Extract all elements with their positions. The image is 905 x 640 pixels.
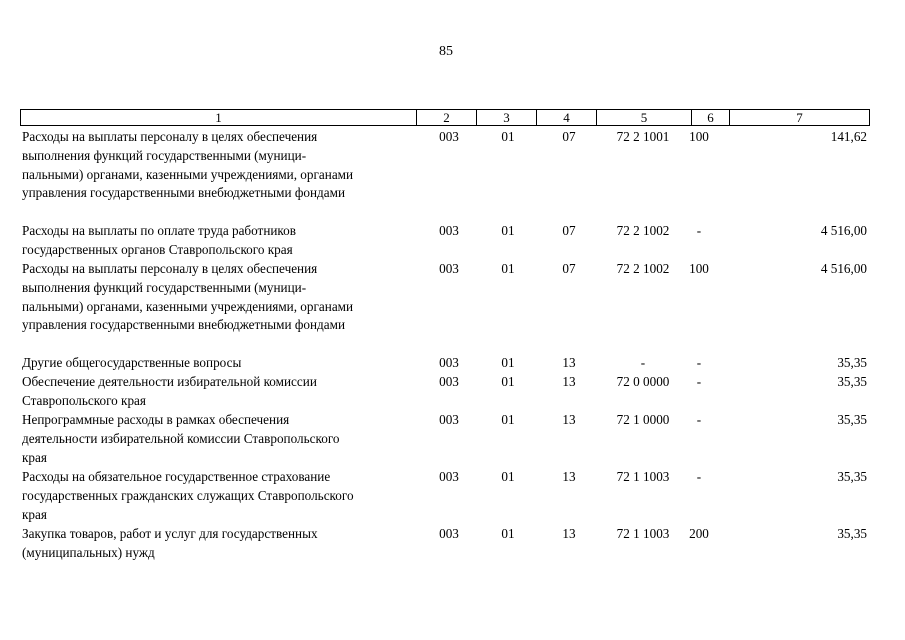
header-col-4: 4 — [536, 110, 596, 125]
row-code-2: 003 — [439, 261, 459, 276]
table-row — [20, 411, 870, 468]
row-code-5: 72 0 0000 — [616, 374, 670, 389]
row-code-2: 003 — [439, 223, 459, 238]
row-code-4: 13 — [562, 526, 576, 541]
header-col-1: 1 — [215, 110, 222, 125]
table-row — [20, 525, 870, 563]
row-code-5: 72 1 1003 — [616, 469, 670, 484]
row-code-5: 72 2 1001 — [616, 129, 670, 144]
row-description: Расходы на выплаты персоналу в целях обеспечения выполнения функций государственными (муници- пальными) органами, казенными учреждениями, органами управления государственными внебюджетными фондами — [22, 129, 354, 201]
row-code-6: - — [696, 355, 702, 370]
row-code-3: 01 — [501, 129, 515, 144]
row-description: Расходы на выплаты персоналу в целях обеспечения выполнения функций государственными (муници- пальными) органами, казенными учреждениями, органами управления государственными внебюджетными фондами — [22, 261, 354, 333]
row-code-3: 01 — [501, 355, 515, 370]
table-row — [20, 468, 870, 525]
table-body — [20, 128, 870, 563]
row-code-5: 72 2 1002 — [616, 261, 670, 276]
row-code-5: 72 1 0000 — [616, 412, 670, 427]
row-code-2: 003 — [439, 469, 459, 484]
row-code-4: 13 — [562, 355, 576, 370]
row-amount: 35,35 — [837, 374, 867, 389]
row-amount: 4 516,00 — [820, 261, 867, 276]
row-code-6: 100 — [689, 261, 709, 276]
row-amount: 141,62 — [830, 129, 867, 144]
header-col-3: 3 — [476, 110, 536, 125]
table-header — [20, 109, 870, 126]
row-code-3: 01 — [501, 261, 515, 276]
row-amount: 35,35 — [837, 526, 867, 541]
row-code-4: 13 — [562, 412, 576, 427]
row-code-3: 01 — [501, 374, 515, 389]
header-col-6: 6 — [691, 110, 729, 125]
row-code-2: 003 — [439, 355, 459, 370]
row-description: Другие общегосударственные вопросы — [22, 355, 242, 370]
header-col-2: 2 — [416, 110, 476, 125]
row-description: Обеспечение деятельности избирательной комиссии Ставропольского края — [22, 374, 317, 408]
row-description: Закупка товаров, работ и услуг для государственных (муниципальных) нужд — [22, 526, 318, 560]
row-amount: 35,35 — [837, 469, 867, 484]
header-col-5: 5 — [596, 110, 691, 125]
page-number: 85 — [439, 44, 453, 59]
table-row — [20, 260, 870, 354]
row-code-6: - — [696, 223, 702, 238]
row-code-2: 003 — [439, 374, 459, 389]
table-row — [20, 222, 870, 260]
header-col-7: 7 — [729, 110, 869, 125]
row-code-4: 13 — [562, 469, 576, 484]
row-code-2: 003 — [439, 526, 459, 541]
row-code-5: 72 2 1002 — [616, 223, 670, 238]
row-description: Расходы на выплаты по оплате труда работников государственных органов Ставропольского края — [22, 223, 296, 257]
row-description: Непрограммные расходы в рамках обеспечения деятельности избирательной комиссии Ставропольского края — [22, 412, 340, 465]
row-code-4: 07 — [562, 261, 576, 276]
table-row — [20, 354, 870, 373]
row-code-3: 01 — [501, 469, 515, 484]
table-row — [20, 128, 870, 222]
row-code-3: 01 — [501, 223, 515, 238]
row-code-4: 13 — [562, 374, 576, 389]
row-amount: 35,35 — [837, 412, 867, 427]
row-code-6: - — [696, 374, 702, 389]
row-code-4: 07 — [562, 223, 576, 238]
row-code-6: - — [696, 469, 702, 484]
row-code-6: 100 — [689, 129, 709, 144]
row-description: Расходы на обязательное государственное страхование государственных гражданских служащих Ставропольского края — [22, 469, 354, 522]
row-amount: 4 516,00 — [820, 223, 867, 238]
row-code-3: 01 — [501, 526, 515, 541]
row-code-4: 07 — [562, 129, 576, 144]
row-code-6: 200 — [689, 526, 709, 541]
row-amount: 35,35 — [837, 355, 867, 370]
table-row — [20, 373, 870, 411]
row-code-5: - — [640, 355, 646, 370]
row-code-2: 003 — [439, 412, 459, 427]
row-code-6: - — [696, 412, 702, 427]
row-code-5: 72 1 1003 — [616, 526, 670, 541]
row-code-3: 01 — [501, 412, 515, 427]
row-code-2: 003 — [439, 129, 459, 144]
